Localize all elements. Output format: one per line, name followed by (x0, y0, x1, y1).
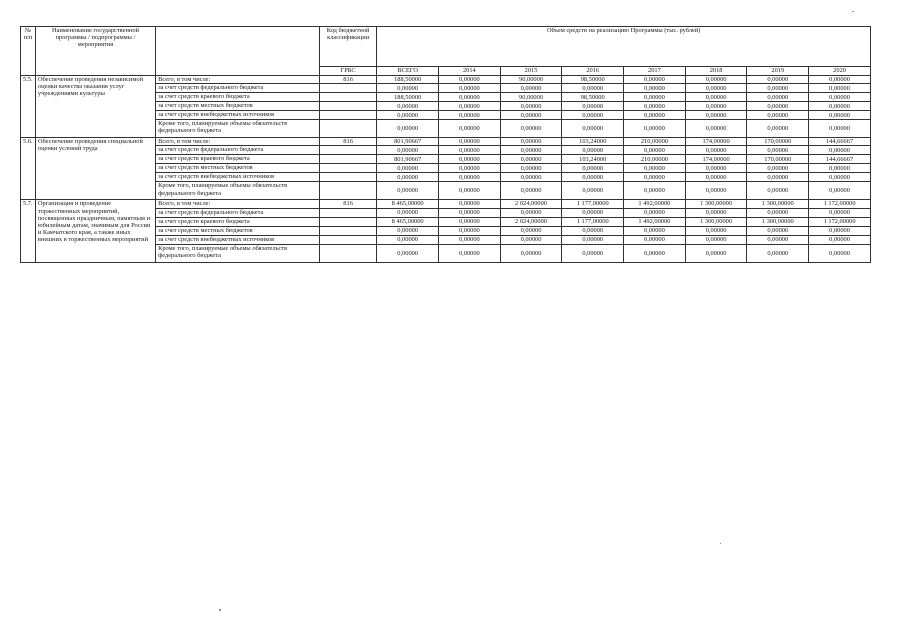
year-value: 0,00000 (500, 102, 562, 111)
year-value: 0,00000 (624, 164, 686, 173)
year-value: 0,00000 (500, 120, 562, 138)
year-value: 0,00000 (809, 102, 871, 111)
year-value: 0,00000 (809, 111, 871, 120)
grbs-code (319, 120, 376, 138)
year-value: 0,00000 (439, 217, 501, 226)
table-row (21, 138, 871, 146)
year-value: 0,00000 (747, 208, 809, 217)
grbs-code (319, 226, 376, 235)
total-value: 801,90667 (377, 155, 439, 164)
year-value: 0,00000 (624, 84, 686, 93)
year-value: 0,00000 (747, 173, 809, 182)
total-value: 0,00000 (377, 182, 439, 200)
year-value: 0,00000 (562, 244, 624, 262)
row-number: 5.5. (21, 76, 36, 138)
year-value: 0,00000 (685, 182, 747, 200)
funding-source: за счет средств краевого бюджета (156, 217, 320, 226)
year-value: 0,00000 (747, 226, 809, 235)
year-value: 0,00000 (685, 173, 747, 182)
year-value: 1 300,00000 (685, 217, 747, 226)
year-value: 0,00000 (685, 120, 747, 138)
year-value: 0,00000 (500, 146, 562, 155)
year-value: 0,00000 (809, 93, 871, 102)
funding-source: Кроме того, планируемые объемы обязательств федерального бюджета (156, 120, 320, 138)
year-value: 0,00000 (685, 102, 747, 111)
year-value: 0,00000 (624, 93, 686, 102)
year-value: 0,00000 (809, 120, 871, 138)
year-value: 0,00000 (500, 164, 562, 173)
funding-source: за счет средств местных бюджетов (156, 164, 320, 173)
grbs-code (319, 208, 376, 217)
grbs-code (319, 235, 376, 244)
year-value: 0,00000 (685, 208, 747, 217)
header-year: 2018 (685, 67, 747, 76)
year-value: 210,00000 (624, 138, 686, 146)
total-value: 801,90667 (377, 138, 439, 146)
year-value: 0,00000 (685, 84, 747, 93)
year-value: 1 177,00000 (562, 217, 624, 226)
grbs-code (319, 182, 376, 200)
row-number: 5.6. (21, 138, 36, 200)
year-value: 0,00000 (809, 173, 871, 182)
year-value: 0,00000 (624, 226, 686, 235)
total-value: 8 465,00000 (377, 217, 439, 226)
total-value: 0,00000 (377, 226, 439, 235)
year-value: 0,00000 (747, 182, 809, 200)
year-value: 0,00000 (685, 164, 747, 173)
header-num: № п/п (21, 27, 36, 76)
year-value: 0,00000 (624, 208, 686, 217)
total-value: 0,00000 (377, 146, 439, 155)
year-value: 0,00000 (439, 111, 501, 120)
total-value: 188,50000 (377, 76, 439, 84)
year-value: 0,00000 (439, 76, 501, 84)
total-value: 0,00000 (377, 164, 439, 173)
year-value: 0,00000 (500, 173, 562, 182)
grbs-code (319, 164, 376, 173)
year-value: 0,00000 (439, 93, 501, 102)
year-value: 0,00000 (685, 111, 747, 120)
year-value: 0,00000 (685, 226, 747, 235)
header-year: 2014 (439, 67, 501, 76)
year-value: 0,00000 (809, 146, 871, 155)
table-row (21, 76, 871, 84)
year-value: 0,00000 (685, 235, 747, 244)
total-value: 0,00000 (377, 244, 439, 262)
grbs-code (319, 93, 376, 102)
year-value: 0,00000 (809, 182, 871, 200)
header-total: ВСЕГО (377, 67, 439, 76)
year-value: 0,00000 (747, 93, 809, 102)
funding-source: за счет средств федерального бюджета (156, 208, 320, 217)
year-value: 170,00000 (747, 138, 809, 146)
year-value: 0,00000 (624, 111, 686, 120)
grbs-code (319, 111, 376, 120)
year-value: 0,00000 (500, 111, 562, 120)
year-value: 0,00000 (439, 200, 501, 208)
grbs-code (319, 155, 376, 164)
funding-source: за счет средств внебюджетных источников (156, 235, 320, 244)
year-value: 0,00000 (809, 76, 871, 84)
funding-source: за счет средств местных бюджетов (156, 102, 320, 111)
header-year: 2016 (562, 67, 624, 76)
grbs-code (319, 217, 376, 226)
year-value: 0,00000 (747, 244, 809, 262)
year-value: 0,00000 (500, 155, 562, 164)
funding-source: за счет средств внебюджетных источников (156, 173, 320, 182)
year-value: 0,00000 (439, 182, 501, 200)
year-value: 0,00000 (500, 208, 562, 217)
funding-source: за счет средств федерального бюджета (156, 146, 320, 155)
total-value: 0,00000 (377, 173, 439, 182)
measure-name: Обеспечение проведения специальной оценки условий труда (35, 138, 155, 200)
funding-source: за счет средств внебюджетных источников (156, 111, 320, 120)
year-value: 0,00000 (747, 120, 809, 138)
total-value: 0,00000 (377, 111, 439, 120)
year-value: 0,00000 (562, 182, 624, 200)
year-value: 1 492,00000 (624, 217, 686, 226)
total-value: 0,00000 (377, 84, 439, 93)
header-year: 2015 (500, 67, 562, 76)
year-value: 0,00000 (624, 120, 686, 138)
year-value: 98,50000 (562, 93, 624, 102)
measure-name: Организация и проведение торжественных мероприятий, посвященных праздничным, памятным и юбилейным датам, значимым для России и Камчатского края, а также иных внешних в торжественных мероприятий (35, 200, 155, 262)
year-value: 0,00000 (500, 244, 562, 262)
year-value: 0,00000 (624, 244, 686, 262)
year-value: 0,00000 (562, 146, 624, 155)
year-value: 98,50000 (562, 76, 624, 84)
year-value: 0,00000 (439, 164, 501, 173)
funding-source: за счет средств федерального бюджета (156, 84, 320, 93)
year-value: 144,66667 (809, 155, 871, 164)
year-value: 1 300,00000 (747, 200, 809, 208)
header-kbk: Код бюджетной классификации (319, 27, 376, 67)
header-source (156, 27, 320, 76)
grbs-code: 816 (319, 138, 376, 146)
grbs-code (319, 146, 376, 155)
year-value: 0,00000 (562, 84, 624, 93)
year-value: 0,00000 (562, 173, 624, 182)
year-value: 0,00000 (809, 235, 871, 244)
year-value: 0,00000 (624, 76, 686, 84)
year-value: 0,00000 (562, 164, 624, 173)
year-value: 103,24000 (562, 138, 624, 146)
funding-source: Кроме того, планируемые объемы обязательств федерального бюджета (156, 244, 320, 262)
year-value: 1 492,00000 (624, 200, 686, 208)
year-value: 0,00000 (439, 146, 501, 155)
funding-source: за счет средств краевого бюджета (156, 93, 320, 102)
year-value: 0,00000 (685, 93, 747, 102)
funding-source: Всего, в том числе: (156, 200, 320, 208)
year-value: 174,00000 (685, 138, 747, 146)
year-value: 0,00000 (809, 208, 871, 217)
total-value: 8 465,00000 (377, 200, 439, 208)
year-value: 0,00000 (685, 244, 747, 262)
year-value: 0,00000 (809, 226, 871, 235)
year-value: 0,00000 (500, 226, 562, 235)
year-value: 0,00000 (747, 164, 809, 173)
scan-speck (720, 543, 721, 544)
year-value: 0,00000 (809, 84, 871, 93)
year-value: 0,00000 (685, 76, 747, 84)
header-year: 2017 (624, 67, 686, 76)
year-value: 0,00000 (624, 173, 686, 182)
funding-source: за счет средств краевого бюджета (156, 155, 320, 164)
grbs-code (319, 173, 376, 182)
year-value: 103,24000 (562, 155, 624, 164)
year-value: 1 172,00000 (809, 217, 871, 226)
year-value: 0,00000 (562, 226, 624, 235)
total-value: 0,00000 (377, 208, 439, 217)
funding-source: за счет средств местных бюджетов (156, 226, 320, 235)
year-value: 90,00000 (500, 93, 562, 102)
grbs-code (319, 102, 376, 111)
funding-source: Кроме того, планируемые объемы обязательств федерального бюджета (156, 182, 320, 200)
year-value: 0,00000 (562, 102, 624, 111)
header-grbs: ГРБС (319, 67, 376, 76)
year-value: 0,00000 (747, 76, 809, 84)
year-value: 0,00000 (439, 235, 501, 244)
funding-source: Всего, в том числе: (156, 76, 320, 84)
year-value: 1 300,00000 (685, 200, 747, 208)
year-value: 0,00000 (624, 102, 686, 111)
header-name: Наименование государственной программы / подпрограммы / мероприятия (35, 27, 155, 76)
header-year: 2019 (747, 67, 809, 76)
funding-source: Всего, в том числе: (156, 138, 320, 146)
year-value: 0,00000 (439, 155, 501, 164)
year-value: 0,00000 (500, 235, 562, 244)
year-value: 0,00000 (624, 235, 686, 244)
year-value: 0,00000 (439, 84, 501, 93)
year-value: 0,00000 (439, 208, 501, 217)
header-volume: Объем средств на реализацию Программы (тыс. рублей) (377, 27, 871, 67)
year-value: 0,00000 (562, 120, 624, 138)
year-value: 0,00000 (624, 182, 686, 200)
table-header-row (21, 27, 871, 67)
scan-speck (852, 11, 854, 12)
year-value: 2 024,00000 (500, 217, 562, 226)
table-row (21, 200, 871, 208)
year-value: 1 172,00000 (809, 200, 871, 208)
year-value: 0,00000 (500, 182, 562, 200)
year-value: 170,00000 (747, 155, 809, 164)
year-value: 2 024,00000 (500, 200, 562, 208)
year-value: 0,00000 (747, 235, 809, 244)
row-number: 5.7. (21, 200, 36, 262)
scan-speck (219, 609, 221, 611)
year-value: 210,00000 (624, 155, 686, 164)
year-value: 0,00000 (439, 244, 501, 262)
year-value: 0,00000 (747, 146, 809, 155)
year-value: 0,00000 (685, 146, 747, 155)
year-value: 90,00000 (500, 76, 562, 84)
year-value: 0,00000 (439, 120, 501, 138)
year-value: 0,00000 (500, 138, 562, 146)
total-value: 0,00000 (377, 102, 439, 111)
header-year: 2020 (809, 67, 871, 76)
year-value: 0,00000 (747, 102, 809, 111)
total-value: 0,00000 (377, 235, 439, 244)
grbs-code: 816 (319, 76, 376, 84)
year-value: 0,00000 (624, 146, 686, 155)
year-value: 0,00000 (439, 138, 501, 146)
year-value: 174,00000 (685, 155, 747, 164)
grbs-code (319, 84, 376, 93)
year-value: 0,00000 (439, 226, 501, 235)
year-value: 144,66667 (809, 138, 871, 146)
year-value: 0,00000 (747, 111, 809, 120)
total-value: 188,50000 (377, 93, 439, 102)
grbs-code (319, 244, 376, 262)
year-value: 0,00000 (562, 235, 624, 244)
year-value: 0,00000 (439, 102, 501, 111)
year-value: 1 300,00000 (747, 217, 809, 226)
total-value: 0,00000 (377, 120, 439, 138)
year-value: 0,00000 (809, 244, 871, 262)
year-value: 0,00000 (809, 164, 871, 173)
year-value: 0,00000 (562, 111, 624, 120)
budget-table (20, 26, 871, 263)
grbs-code: 816 (319, 200, 376, 208)
year-value: 1 177,00000 (562, 200, 624, 208)
year-value: 0,00000 (500, 84, 562, 93)
year-value: 0,00000 (747, 84, 809, 93)
measure-name: Обеспечение проведения независимой оценки качества оказания услуг учреждениями культуры (35, 76, 155, 138)
year-value: 0,00000 (562, 208, 624, 217)
year-value: 0,00000 (439, 173, 501, 182)
